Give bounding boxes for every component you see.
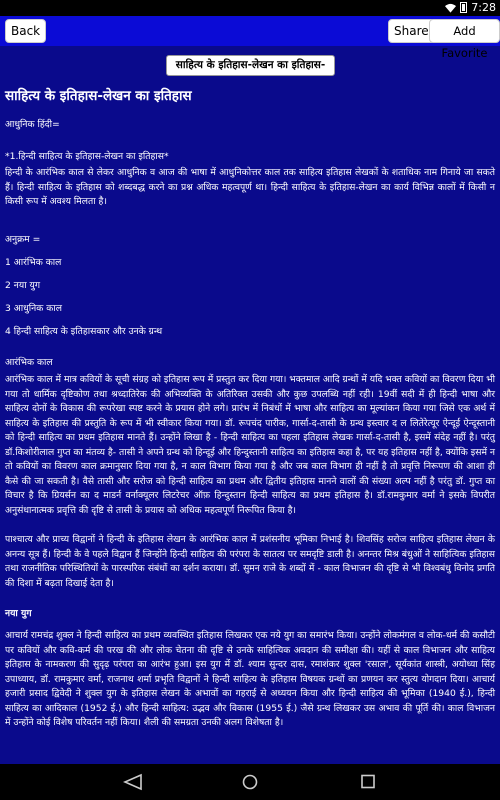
- status-bar: [0, 0, 500, 16]
- wifi-icon: [445, 3, 456, 13]
- battery-icon: [460, 2, 467, 13]
- app-bar: [0, 16, 500, 60]
- section-1-title: *1.हिन्दी साहित्य के इतिहास-लेखन का इतिहास*: [5, 151, 169, 162]
- paragraph-2: आरंभिक काल में मात्र कवियों के सूची संग्रह को इतिहास रूप में प्रस्तुत कर दिया गया। भक्तमाल आदि ग्रन्थों में यदि भक्त कवियों का विवरण दिया भी गया तो धार्मिक दृष्टिकोण तथा श्रध्दातिरेक की अभिव्यक्ति के अतिरिक्त उसकी और कुछ उपलब्धि नहीं रही। 19वीं सदी में ही हिन्दी भाषा और साहित्य दोनों के विकास की रूपरेखा स्पष्ट करने के प्रयास होने लगे। प्रारंभ में निबंधों में भाषा और साहित्य का मूल्यांकन किया गया जिसे एक अर्थ में साहित्य के इतिहास की प्रस्तुति के रूप में भी स्वीकार किया गया। डॉ. रूपचंद पारीक, गार्सा-द-तासी के ग्रन्थ इस्त्वार द ल लितेरेत्यूर ऐन्दूई ऐन्दूस्तानी को हिन्दी साहित्य का प्रथम इतिहास मानते हैं। उन्होंने लिखा है - हिन्दी साहित्य का पहला इतिहास लेखक गार्सा-द-तासी है, इसमें संदेह नहीं है। परंतु डॉ.किशोरीलाल गुप्त का मंतव्य है- तासी ने अपने ग्रन्थ को हिन्दूई और हिन्दुस्तानी साहित्य का इतिहास कहा है, पर यह इतिहास नहीं है, क्योंकि इसमें न तो कवियों का विवरण काल क्रमानुसार दिया गया है, न काल विभाग किया गया है और जब काल विभाग ही नहीं है तो प्रवृत्ति निरूपण की आशा ही कैसे की जा सकती है। वैसे तासी और सरोज को हिन्दी साहित्य का प्रथम और द्वितीय इतिहास मानने वालों की संख्या अल्प नहीं है परंतु डॉ. गुप्त का विचार है कि ग्रियर्सन का द माडर्न वर्नाक्यूलर लिटरेचर ऑफ़ हिन्दुस्तान हिन्दी साहित्य का प्रथम इतिहास है। डॉ.रामकुमार वर्मा ने इसके विपरीत अनुसंधानात्मक प्रवृत्ति की दृष्टि से तासी के प्रयास को अधिक महत्वपूर्ण निरूपित किया है।: [5, 374, 495, 516]
- index-item-3[interactable]: 3 आधुनिक काल: [5, 303, 62, 314]
- paragraph-3: पाश्चात्य और प्राच्य विद्वानों ने हिन्दी के इतिहास लेखन के आरंभिक काल में प्रशंसनीय भूमिका निभाई है। शिवसिंह सरोज साहित्य इतिहास लेखन के अनन्य सूत्र हैं। हिन्दी के वे पहले विद्वान हैं जिन्होंने हिन्दी साहित्य की परंपरा के सातत्य पर समदृष्टि डाली है। अनन्तर मिश्र बंधुओं ने साहित्यिक इतिहास तथा राजनीतिक परिस्थितियों के पारस्परिक संबंधों का दर्शन कराया। डॉ. सुमन राजे के शब्दों में - काल विभाजन की दृष्टि से भी विश्वबंधु विनोद प्रगति की दिशा में बढ़ता दिखाई देता है।: [5, 534, 495, 589]
- article-content[interactable]: [0, 46, 500, 764]
- paragraph-1: हिन्दी के आरंभिक काल से लेकर आधुनिक व आज की भाषा में आधुनिकोत्तर काल तक साहित्य इतिहास लेखकों के शताधिक नाम गिनाये जा सकते हैं। हिन्दी साहित्य के इतिहास को शब्दबद्ध करने का प्रश्न अधिक महत्वपूर्ण था। हिन्दी साहित्य के इतिहास-लेखन का कार्य विभिन्न कालों में किसी न किसी रूप में अवश्य मिलता है।: [5, 167, 495, 207]
- paragraph-4: आचार्य रामचंद्र शुक्ल ने हिन्दी साहित्य का प्रथम व्यवस्थित इतिहास लिखकर एक नये युग का समारंभ किया। उन्होंने लोकमंगल व लोक-धर्म की कसौटी पर कवियों और कवि-कर्म की परख की और लोक चेतना की दृष्टि से उनके साहित्यिक अवदान की समीक्षा की। यहीं से काल विभाजन और साहित्य इतिहास के नामकरण की सुदृढ़ परंपरा का आरंभ हुआ। इस युग में डॉ. श्याम सुन्दर दास, रमाशंकर शुक्ल 'रसाल', सूर्यकांत शास्त्री, अयोध्या सिंह उपाध्याय, डॉ. रामकुमार वर्मा, राजनाथ शर्मा प्रभृति विद्वानों ने हिन्दी साहित्य के इतिहास विषयक ग्रन्थों का प्रणयन कर स्तुत्य योगदान दिया। आचार्य हजारी प्रसाद द्विवेदी ने शुक्ल युग के इतिहास लेखन के अभावों का गहराई से अध्ययन किया और हिन्दी साहित्य की भूमिका (1940 ई.), हिन्दी साहित्य का आदिकाल (1952 ई.) और हिन्दी साहित्य: उद्भव और विकास (1955 ई.) जैसे ग्रन्थ लिखकर उस अभाव की पूर्ति की। काल विभाजन में उन्होंने कोई विशेष परिवर्तन नहीं किया। शैली की समग्रता उनकी अलग विशेषता है।: [5, 630, 495, 728]
- subheading: आधुनिक हिंदी=: [5, 119, 60, 130]
- section-2-title: आरंभिक काल: [5, 357, 53, 368]
- add-favorite-button[interactable]: Add Favorite: [429, 19, 500, 43]
- status-time: 7:28: [471, 1, 496, 14]
- back-nav-icon[interactable]: [123, 773, 143, 791]
- share-button[interactable]: Share: [388, 19, 435, 43]
- back-button[interactable]: Back: [5, 19, 46, 43]
- index-item-1[interactable]: 1 आरंभिक काल: [5, 257, 62, 268]
- index-item-2[interactable]: 2 नया युग: [5, 280, 40, 291]
- navigation-bar: [0, 764, 500, 800]
- recent-apps-icon[interactable]: [358, 773, 378, 791]
- index-item-4[interactable]: 4 हिन्दी साहित्य के इतिहासकार और उनके ग्रन्थ: [5, 326, 163, 337]
- section-3-title: नया युग: [5, 608, 32, 619]
- status-icons: [445, 1, 496, 14]
- index-title: अनुक्रम =: [5, 234, 41, 245]
- home-nav-icon[interactable]: [240, 773, 260, 791]
- article-title-box: साहित्य के इतिहास-लेखन का इतिहास-: [166, 55, 335, 76]
- article-heading: साहित्य के इतिहास-लेखन का इतिहास: [5, 88, 192, 104]
